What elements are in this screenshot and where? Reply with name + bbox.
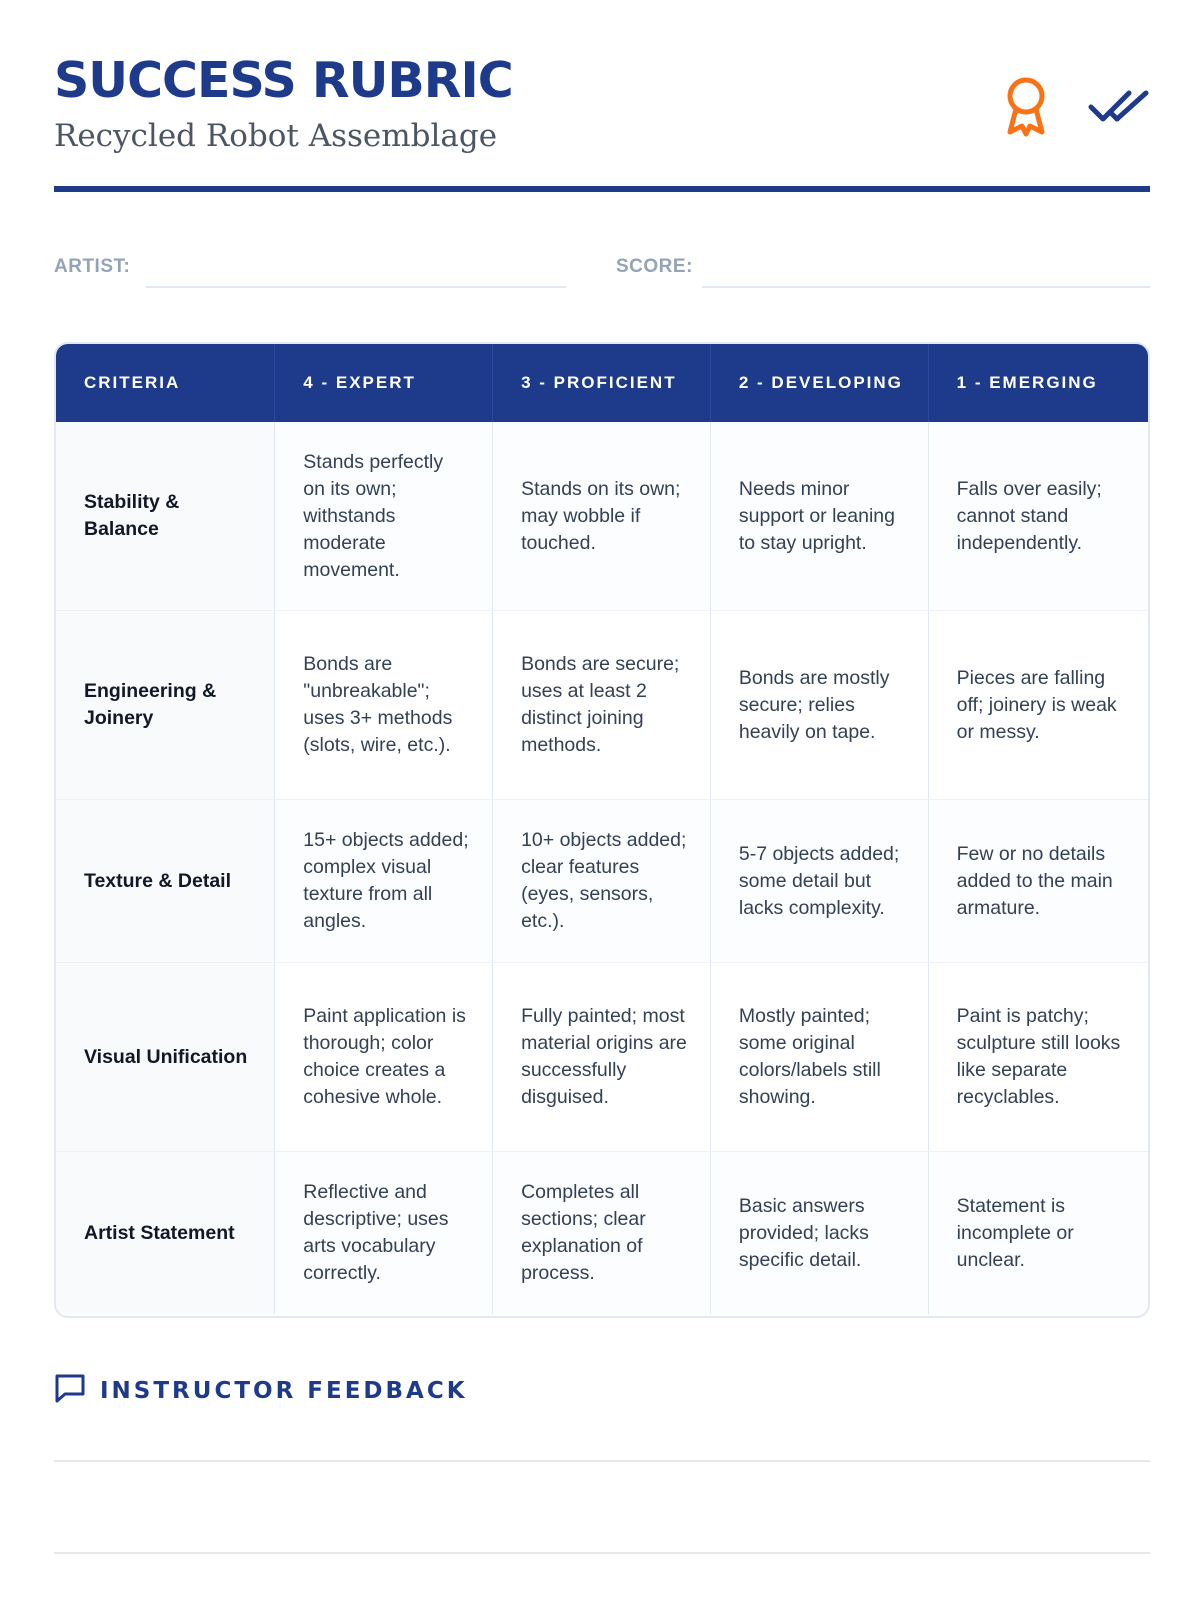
criteria-cell: Engineering & Joinery xyxy=(56,611,275,800)
header-criteria: CRITERIA xyxy=(56,344,275,422)
criteria-cell: Visual Unification xyxy=(56,963,275,1152)
header-proficient: 3 - PROFICIENT xyxy=(493,344,711,422)
rubric-cell: Few or no details added to the main armature. xyxy=(928,800,1148,963)
criteria-cell: Texture & Detail xyxy=(56,800,275,963)
rubric-cell: Basic answers provided; lacks specific detail. xyxy=(710,1152,928,1315)
rubric-cell: Stands perfectly on its own; withstands moderate movement. xyxy=(275,422,493,611)
table-row xyxy=(56,1152,1148,1315)
rubric-cell: 15+ objects added; complex visual texture from all angles. xyxy=(275,800,493,963)
rubric-cell: Falls over easily; cannot stand independently. xyxy=(928,422,1148,611)
page-subtitle: Recycled Robot Assemblage xyxy=(54,118,498,154)
rubric-cell: Pieces are falling off; joinery is weak or messy. xyxy=(928,611,1148,800)
criteria-cell: Stability & Balance xyxy=(56,422,275,611)
criteria-cell: Artist Statement xyxy=(56,1152,275,1315)
artist-label: ARTIST: xyxy=(54,256,131,277)
score-label: SCORE: xyxy=(616,256,693,277)
rubric-page xyxy=(54,0,1150,1404)
header-developing: 2 - DEVELOPING xyxy=(710,344,928,422)
artist-field[interactable] xyxy=(146,286,566,288)
rubric-cell: Bonds are mostly secure; relies heavily on tape. xyxy=(710,611,928,800)
rubric-cell: Needs minor support or leaning to stay upright. xyxy=(710,422,928,611)
page-title: SUCCESS RUBRIC xyxy=(54,52,513,109)
award-ribbon-icon xyxy=(1004,76,1048,143)
score-field[interactable] xyxy=(702,286,1150,288)
rubric-cell: Fully painted; most material origins are successfully disguised. xyxy=(493,963,711,1152)
table-row xyxy=(56,422,1148,611)
table-header-row xyxy=(56,344,1148,422)
feedback-header xyxy=(54,1372,468,1409)
rubric-cell: Paint is patchy; sculpture still looks like separate recyclables. xyxy=(928,963,1148,1152)
rubric-cell: Reflective and descriptive; uses arts vocabulary correctly. xyxy=(275,1152,493,1315)
header-icons xyxy=(1004,76,1150,143)
student-fields xyxy=(54,254,1150,290)
rubric-cell: 5-7 objects added; some detail but lacks complexity. xyxy=(710,800,928,963)
table-row xyxy=(56,800,1148,963)
feedback-line[interactable] xyxy=(54,1460,1150,1462)
double-check-icon xyxy=(1088,87,1150,132)
rubric-cell: 10+ objects added; clear features (eyes, sensors, etc.). xyxy=(493,800,711,963)
rubric-cell: Bonds are secure; uses at least 2 distinct joining methods. xyxy=(493,611,711,800)
header xyxy=(54,0,1150,192)
rubric-cell: Stands on its own; may wobble if touched. xyxy=(493,422,711,611)
header-emerging: 1 - EMERGING xyxy=(928,344,1148,422)
feedback-title: INSTRUCTOR FEEDBACK xyxy=(100,1377,468,1404)
rubric-cell: Mostly painted; some original colors/labels still showing. xyxy=(710,963,928,1152)
rubric-table xyxy=(54,342,1150,1318)
table-row xyxy=(56,611,1148,800)
rubric-cell: Bonds are "unbreakable"; uses 3+ methods (slots, wire, etc.). xyxy=(275,611,493,800)
comment-icon xyxy=(54,1372,86,1409)
rubric-cell: Paint application is thorough; color choice creates a cohesive whole. xyxy=(275,963,493,1152)
header-expert: 4 - EXPERT xyxy=(275,344,493,422)
header-divider xyxy=(54,186,1150,192)
table-row xyxy=(56,963,1148,1152)
rubric-cell: Completes all sections; clear explanation of process. xyxy=(493,1152,711,1315)
feedback-line[interactable] xyxy=(54,1552,1150,1554)
rubric-cell: Statement is incomplete or unclear. xyxy=(928,1152,1148,1315)
